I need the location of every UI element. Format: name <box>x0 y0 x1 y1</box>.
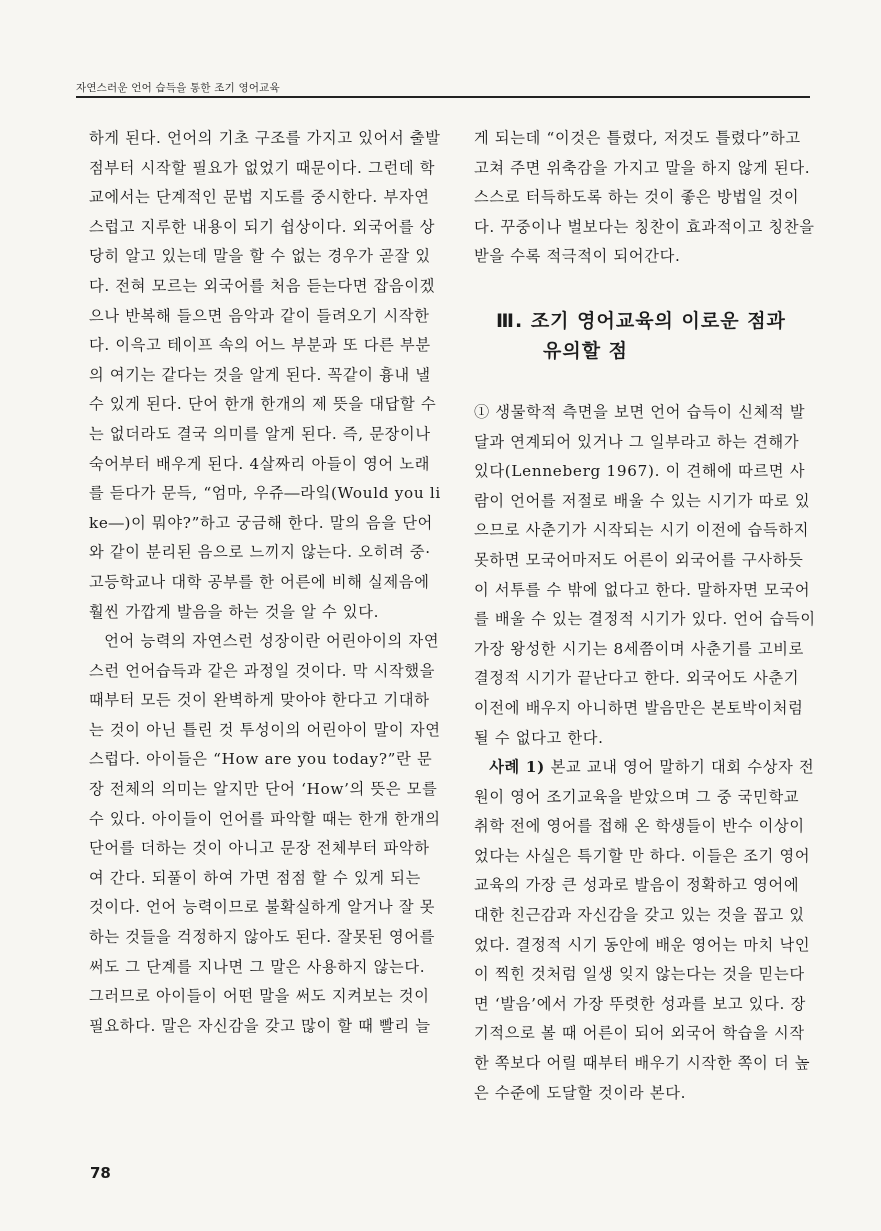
section-number: Ⅲ. <box>496 309 524 332</box>
right-column <box>474 124 818 1108</box>
right-paragraph-3 <box>474 753 818 1108</box>
case-label: 사례 1) <box>489 758 546 777</box>
left-column <box>89 124 441 1041</box>
section-title-line-2: 유의할 점 <box>543 339 629 362</box>
running-header: 자연스러운 언어 습득을 통한 조기 영어교육 <box>76 82 280 94</box>
left-paragraph-2: 언어 능력의 자연스런 성장이란 어린아이의 자연스런 언어습득과 같은 과정일 것이다. 막 시작했을 때부터 모든 것이 완벽하게 맞아야 한다고 기대하는 것이 아닌 틀린 것 투성이의 어린아이 말이 자연스럽다. 아이들은 “How are you today?”란 문장 전체의 의미는 알지만 단어 ‘How’의 뜻은 모를 수 있다. 아이들이 언어를 파악할 때는 한개 한개의 단어를 더하는 것이 아니고 문장 전체부터 파악하여 간다. 되풀이 하여 가면 점점 할 수 있게 되는 것이다. 언어 능력이므로 불확실하게 알거나 잘 못하는 것들을 걱정하지 않아도 된다. 잘못된 영어를 써도 그 단계를 지나면 그 말은 사용하지 않는다. 그러므로 아이들이 어떤 말을 써도 지켜보는 것이 필요하다. 말은 자신감을 갖고 많이 할 때 빨리 늘 <box>89 632 441 1035</box>
section-title-line-1: 조기 영어교육의 이로운 점과 <box>530 309 786 332</box>
right-paragraph-2: ① 생물학적 측면을 보면 언어 습득이 신체적 발달과 연계되어 있거나 그 일부라고 하는 견해가 있다(Lenneberg 1967). 이 견해에 따르면 사람이 언어를 저절로 배울 수 있는 시기가 따로 있으므로 사춘기가 시작되는 시기 이전에 습득하지 못하면 모국어마저도 어른이 외국어를 구사하듯이 서투를 수 밖에 없다고 한다. 말하자면 모국어를 배울 수 있는 결정적 시기가 있다. 언어 습득이 가장 왕성한 시기는 8세쯤이며 사춘기를 고비로 결정적 시기가 끝난다고 한다. 외국어도 사춘기 이전에 배우지 아니하면 발음만은 본토박이처럼 될 수 없다고 한다. <box>474 402 816 747</box>
header-rule <box>76 96 810 98</box>
left-paragraph-1: 하게 된다. 언어의 기초 구조를 가지고 있어서 출발점부터 시작할 필요가 없었기 때문이다. 그런데 학교에서는 단계적인 문법 지도를 중시한다. 부자연스럽고 지루한 내용이 되기 쉽상이다. 외국어를 상당히 알고 있는데 말을 할 수 없는 경우가 곧잘 있다. 전혀 모르는 외국어를 처음 듣는다면 잡음이겠으나 반복해 들으면 음악과 같이 들려오기 시작한다. 이윽고 테이프 속의 어느 부분과 또 다른 부분의 여기는 같다는 것을 알게 된다. 꼭같이 흉내 낼 수 있게 된다. 단어 한개 한개의 제 뜻을 대답할 수는 없더라도 결국 의미를 알게 된다. 즉, 문장이나 숙어부터 배우게 된다. 4살짜리 아들이 영어 노래를 듣다가 문득, “엄마, 우쥬―라잌(Would you like―)이 뭐야?”하고 궁금해 한다. 말의 음을 단어와 같이 분리된 음으로 느끼지 않는다. 오히려 중·고등학교나 대학 공부를 한 어른에 비해 실제음에 훨씬 가깝게 발음을 하는 것을 알 수 있다. <box>89 129 441 621</box>
page-number: 78 <box>90 1164 111 1182</box>
section-heading <box>496 306 818 366</box>
right-paragraph-1: 게 되는데 “이것은 틀렸다, 저것도 틀렸다”하고 고쳐 주면 위축감을 가지고 말을 하지 않게 된다. 스스로 터득하도록 하는 것이 좋은 방법일 것이다. 꾸중이나 벌보다는 칭찬이 효과적이고 칭찬을 받을 수록 적극적이 되어간다. <box>474 129 815 266</box>
case-body: 본교 교내 영어 말하기 대회 수상자 전원이 영어 조기교육을 받았으며 그 중 국민학교 취학 전에 영어를 접해 온 학생들이 반수 이상이었다는 사실은 특기할 만 하다. 이들은 조기 영어교육의 가장 큰 성과로 발음이 정확하고 영어에 대한 친근감과 자신감을 갖고 있는 것을 꼽고 있었다. 결정적 시기 동안에 배운 영어는 마치 낙인이 찍힌 것처럼 일생 잊지 않는다는 것을 믿는다면 ‘발음’에서 가장 뚜렷한 성과를 보고 있다. 장기적으로 볼 때 어른이 되어 외국어 학습을 시작한 쪽보다 어릴 때부터 배우기 시작한 쪽이 더 높은 수준에 도달할 것이라 본다. <box>474 758 815 1102</box>
